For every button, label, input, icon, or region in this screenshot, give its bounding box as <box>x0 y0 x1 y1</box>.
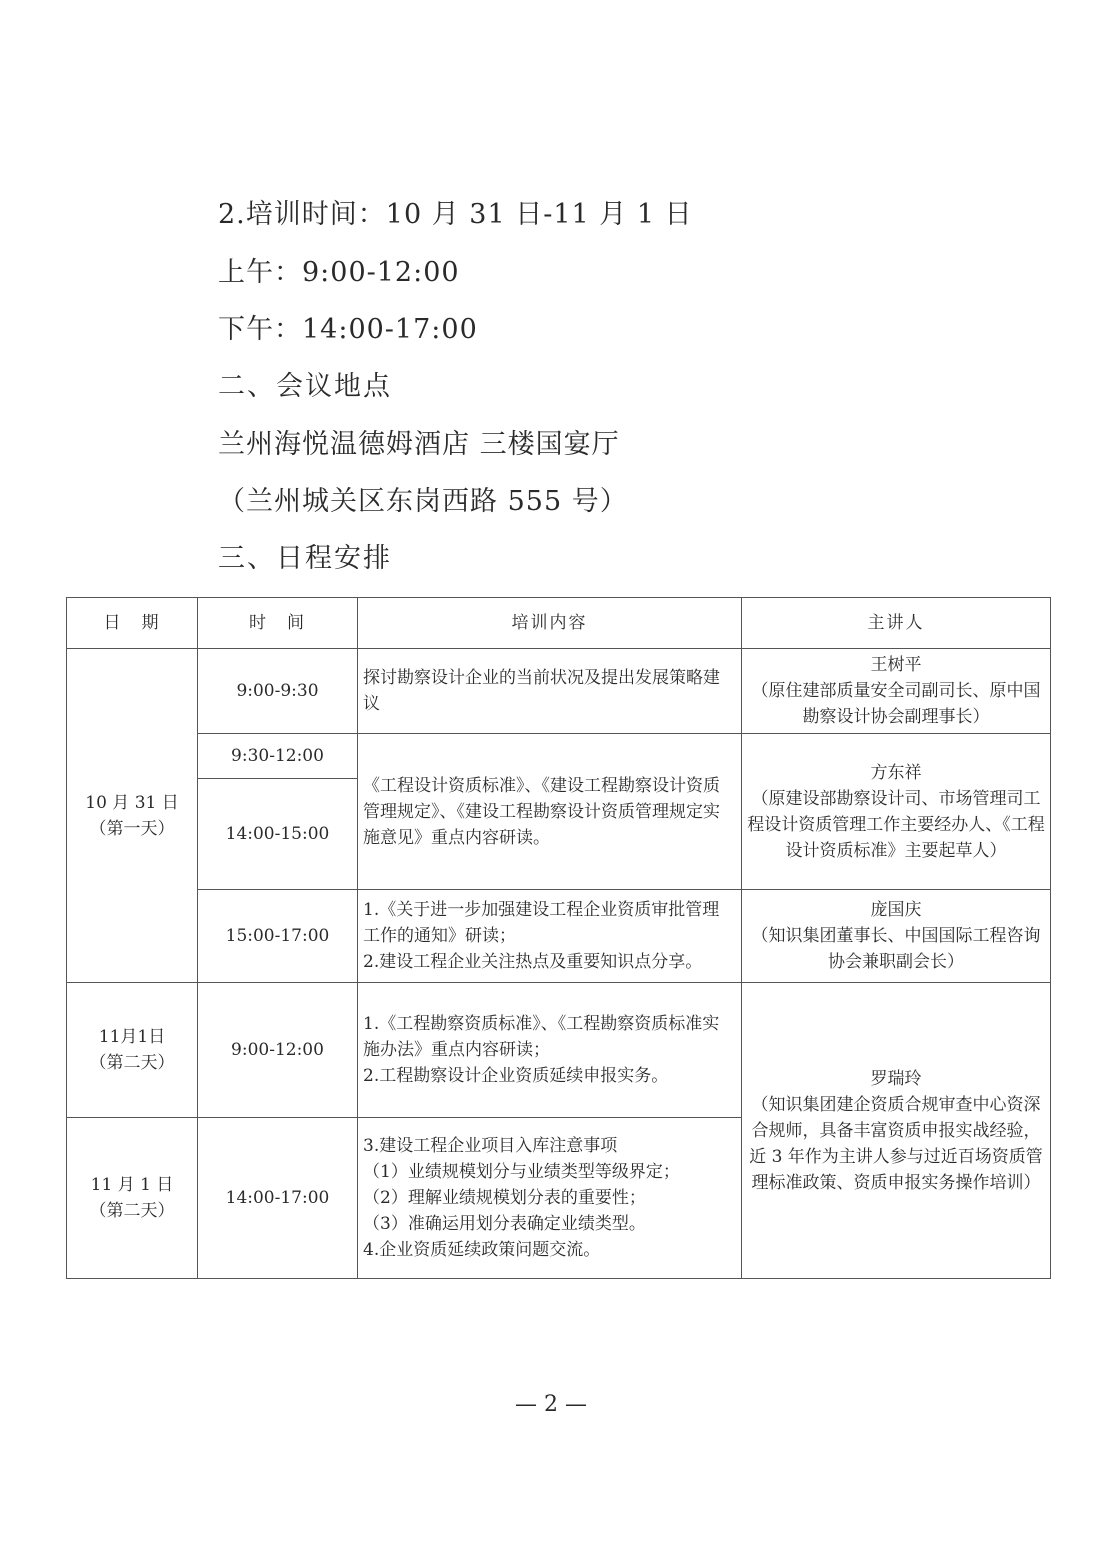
speaker-name: 庞国庆 <box>870 900 922 920</box>
row3-speaker <box>742 890 1051 983</box>
training-time-line: 2.培训时间：10 月 31 日-11 月 1 日 <box>218 199 693 230</box>
content-line: 2.工程勘察设计企业资质延续申报实务。 <box>363 1066 669 1086</box>
row3-time: 15:00-17:00 <box>198 890 358 983</box>
table-row <box>67 734 1051 779</box>
speaker-title: （原住建部质量安全司副司长、原中国勘察设计协会副理事长） <box>751 681 1041 727</box>
table-row <box>67 983 1051 1118</box>
day1-label: （第一天） <box>89 818 175 839</box>
content-line: 4.企业资质延续政策问题交流。 <box>363 1240 601 1260</box>
header-speaker: 主讲人 <box>742 598 1051 649</box>
row2-content: 《工程设计资质标准》、《建设工程勘察设计资质管理规定》、《建设工程勘察设计资质管理规定实施意见》重点内容研读。 <box>358 734 742 890</box>
speaker-title: （原建设部勘察设计司、市场管理司工程设计资质管理工作主要经办人、《工程设计资质标准》主要起草人） <box>747 788 1045 861</box>
day2a-date: 11月1日 <box>98 1027 166 1047</box>
speaker-name: 王树平 <box>870 655 922 675</box>
table-header-row <box>67 598 1051 649</box>
content-line: 2.建设工程企业关注热点及重要知识点分享。 <box>363 952 703 972</box>
speaker-name: 方东祥 <box>870 762 922 783</box>
row4-speaker <box>742 983 1051 1279</box>
header-time: 时 间 <box>198 598 358 649</box>
day2a-label: （第二天） <box>89 1053 175 1073</box>
row1-content: 探讨勘察设计企业的当前状况及提出发展策略建议 <box>358 649 742 734</box>
schedule-table <box>66 597 1051 1279</box>
section-heading-venue: 二、会议地点 <box>218 371 392 402</box>
row1-speaker <box>742 649 1051 734</box>
section-heading-schedule: 三、日程安排 <box>218 543 392 574</box>
row5-content <box>358 1118 742 1279</box>
content-line: 3.建设工程企业项目入库注意事项 <box>363 1136 618 1156</box>
row5-time: 14:00-17:00 <box>198 1118 358 1279</box>
content-line: （1）业绩规模划分与业绩类型等级界定； <box>363 1162 680 1182</box>
table-row <box>67 649 1051 734</box>
day1-date: 10 月 31 日 <box>85 792 179 813</box>
page-number: — 2 — <box>515 1392 587 1417</box>
day2b-label: （第二天） <box>89 1201 175 1221</box>
day2a-date-cell <box>67 983 198 1118</box>
address-line: （兰州城关区东岗西路 555 号） <box>218 486 628 517</box>
speaker-name: 罗瑞玲 <box>870 1068 922 1089</box>
row2-time-afternoon: 14:00-15:00 <box>198 779 358 890</box>
speaker-title: （知识集团董事长、中国国际工程咨询协会兼职副会长） <box>751 926 1041 972</box>
morning-time-line: 上午：9:00-12:00 <box>218 257 460 288</box>
header-date: 日 期 <box>67 598 198 649</box>
table-row <box>67 890 1051 983</box>
day2b-date: 11 月 1 日 <box>90 1175 174 1195</box>
content-line: 1.《工程勘察资质标准》、《工程勘察资质标准实施办法》重点内容研读； <box>363 1014 720 1060</box>
row4-content <box>358 983 742 1118</box>
row1-time: 9:00-9:30 <box>198 649 358 734</box>
content-line: （3）准确运用划分表确定业绩类型。 <box>363 1214 646 1234</box>
venue-line: 兰州海悦温德姆酒店 三楼国宴厅 <box>218 429 620 460</box>
speaker-title: （知识集团建企资质合规审查中心资深合规师，具备丰富资质申报实战经验，近 3 年作为主讲人参与过近百场资质管理标准政策、资质申报实务操作培训） <box>749 1094 1043 1193</box>
day1-date-cell <box>67 649 198 983</box>
content-line: （2）理解业绩规模划分表的重要性； <box>363 1188 646 1208</box>
day2b-date-cell <box>67 1118 198 1279</box>
row4-time: 9:00-12:00 <box>198 983 358 1118</box>
content-line: 1.《关于进一步加强建设工程企业资质审批管理工作的通知》研读； <box>363 900 720 946</box>
header-content: 培训内容 <box>358 598 742 649</box>
row3-content <box>358 890 742 983</box>
row2-speaker <box>742 734 1051 890</box>
row2-time-morning: 9:30-12:00 <box>198 734 358 779</box>
afternoon-time-line: 下午：14:00-17:00 <box>218 314 478 345</box>
